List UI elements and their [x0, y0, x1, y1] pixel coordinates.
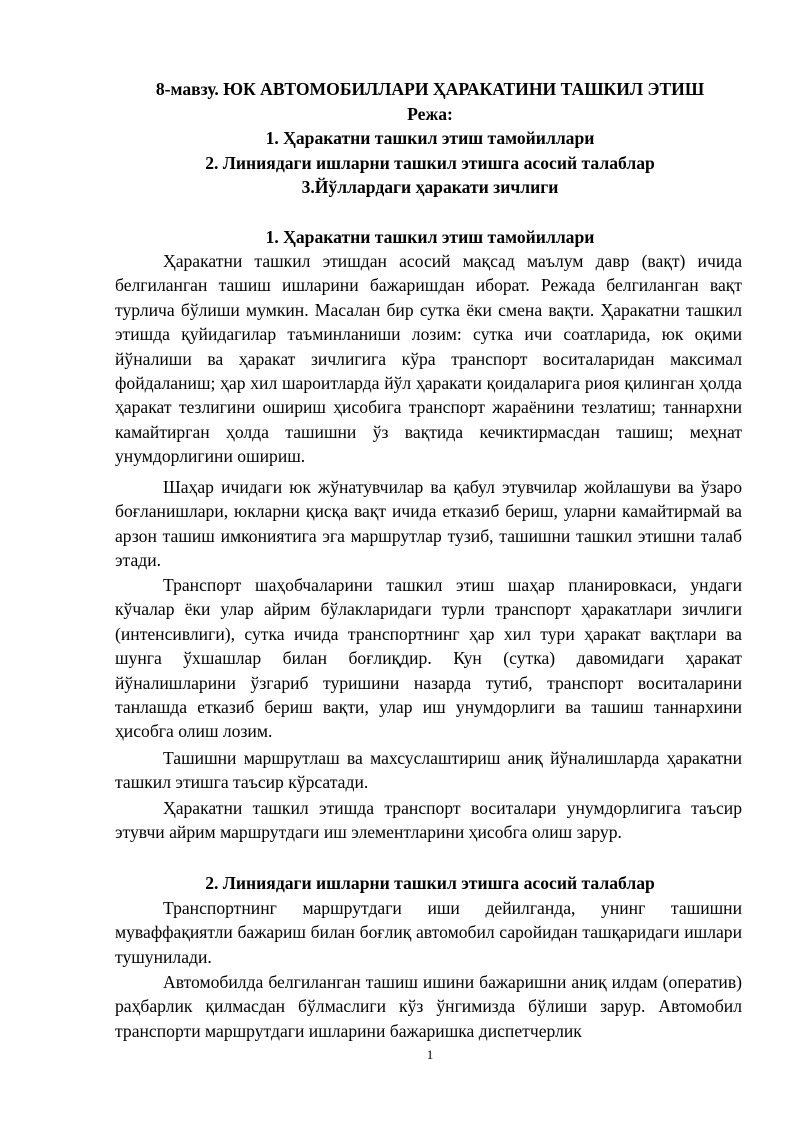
section2-heading: 2. Линиядаги ишларни ташкил этишга асосий талаблар	[205, 873, 655, 893]
section2-paragraph-1: Транспортнинг маршрутдаги иши дейилганда, унинг ташишни муваффақиятли бажариш билан боғлиқ автомобил саройидан ташқаридаги ишлари тушунилади.	[115, 898, 742, 967]
plan-title: Режа:	[407, 104, 453, 124]
section1-paragraph-4: Ташишни маршрутлаш ва махсуслаштириш аниқ йўналишларда ҳаракатни ташкил этишга таъсир кўрсатади.	[115, 748, 742, 793]
plan-item-3: 3.Йўллардаги ҳаракати зичлиги	[301, 177, 559, 197]
section1-paragraph-2: Шаҳар ичидаги юк жўнатувчилар ва қабул этувчилар жойлашуви ва ўзаро боғланишлари, юкларни қисқа вақт ичида етказиб бериш, уларни камайтирмай ва арзон ташиш имкониятига эга маршрутлар тузиб, ташишни ташкил этишни талаб этади.	[115, 477, 742, 571]
section1-paragraph-3: Транспорт шаҳобчаларини ташкил этиш шаҳар планировкаси, ундаги кўчалар ёки улар айрим бўлакларидаги турли транспорт ҳаракатлари зичлиги (интенсивлиги), сутка ичида транспортнинг ҳар хил тури ҳаракат вақтлари ва шунга ўхшашлар билан боғлиқдир. Кун (сутка) давомидаги ҳаракат йўналишларини ўзгариб туришини назарда тутиб, транспорт воситаларини танлашда етказиб бериш вақти, улар иш унумдорлиги ва ташиш таннархини ҳисобга олиш лозим.	[115, 575, 742, 742]
section1-paragraph-5: Ҳаракатни ташкил этишда транспорт воситалари унумдорлигига таъсир этувчи айрим маршрутдаги иш элементларини ҳисобга олиш зарур.	[115, 798, 742, 843]
plan-item-2: 2. Линиядаги ишларни ташкил этишга асосий талаблар	[205, 153, 655, 173]
document-title: 8-мавзу. ЮК АВТОМОБИЛЛАРИ ҲАРАКАТИНИ ТАШКИЛ ЭТИШ	[155, 79, 705, 99]
section1-paragraph-1: Ҳаракатни ташкил этишдан асосий мақсад маълум давр (вақт) ичида белгиланган ташиш ишларини бажаришдан иборат. Режада белгиланган вақт турлича бўлиши мумкин. Масалан бир сутка ёки смена вақти. Ҳаракатни ташкил этишда қуйидагилар таъминланиши лозим: сутка ичи соатларида, юк оқими йўналиши ва ҳаракат зичлигига кўра транспорт воситаларидан максимал фойдаланиш; ҳар хил шароитларда йўл ҳаракати қоидаларига риоя қилинган ҳолда ҳаракат тезлигини ошириш ҳисобига транспорт жараёнини тезлатиш; таннархни камайтирган ҳолда ташишни ўз вақтида кечиктирмасдан ташиш; меҳнат унумдорлигини ошириш.	[115, 251, 742, 467]
section2-paragraph-2: Автомобилда белгиланган ташиш ишини бажаришни аниқ илдам (оператив) раҳбарлик қилмасдан бўлмаслиги кўз ўнгимизда бўлиши зарур. Автомобил транспорти маршрутдаги ишларини бажаришка диспетчерлик	[115, 972, 742, 1041]
plan-item-1: 1. Ҳаракатни ташкил этиш тамойиллари	[265, 128, 595, 148]
section1-heading: 1. Ҳаракатни ташкил этиш тамойиллари	[265, 227, 595, 247]
page-number: 1	[426, 1047, 434, 1062]
